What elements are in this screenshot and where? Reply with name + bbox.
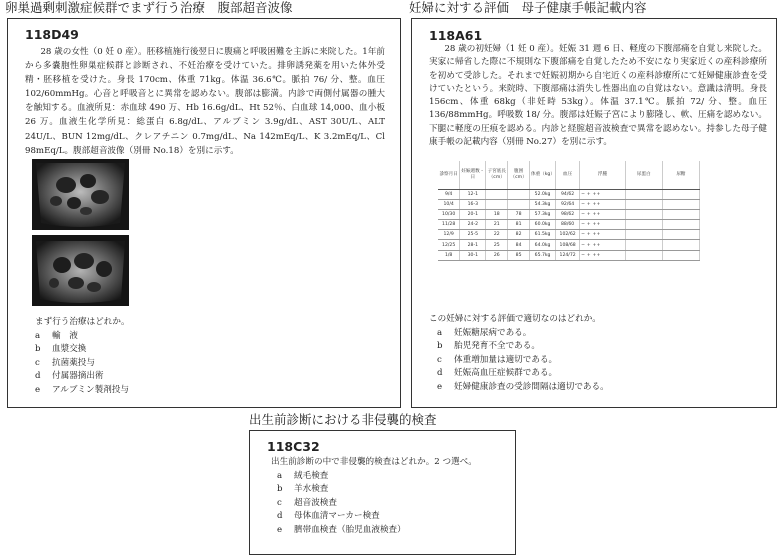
option-a[interactable] [277,470,406,483]
record-cell: 64.0kg [529,240,555,250]
option-letter: a [35,331,41,341]
header-cell: 腹囲（cm） [508,161,530,189]
record-cell: 26 [486,250,508,260]
record-header-row [438,161,700,189]
option-letter: d [35,371,41,382]
record-cell: 10/4 [438,199,460,209]
record-cell [508,199,530,209]
option-text: 輸 液 [52,331,78,341]
option-letter: e [35,384,41,395]
question-id: 118D49 [25,27,79,42]
record-cell: 21 [486,220,508,230]
question-prompt: この妊婦に対する評価で適切なのはどれか。 [429,314,601,324]
ultrasound-image-1 [32,159,129,230]
record-cell [625,240,662,250]
record-cell: − + ++ [580,230,626,240]
option-letter: b [437,341,443,352]
header-cell: 体重（kg） [529,161,555,189]
record-cell: 85 [508,250,530,260]
record-cell: 28-1 [460,240,486,250]
record-cell [662,230,699,240]
question-prompt: まず行う治療はどれか。 [35,317,130,327]
record-cell: 12-1 [460,189,486,199]
option-text: 付属器摘出術 [52,371,104,382]
record-cell: 124/72 [556,250,580,260]
record-cell [625,209,662,219]
maternal-record-table [438,161,700,261]
section-title-q3: 出生前診断における非侵襲的検査 [249,412,437,427]
option-text: 超音波検査 [294,497,337,508]
record-cell: − + ++ [580,250,626,260]
option-text: アルブミン製剤投与 [52,384,130,395]
record-cell: 18 [486,209,508,219]
option-text: 羊水検査 [294,484,329,495]
option-d[interactable] [437,367,609,380]
header-cell: 尿蛋白 [625,161,662,189]
option-text: 抗菌薬投与 [52,357,95,368]
question-stem: 28 歳の初妊婦（1 妊 0 産）。妊娠 31 週 6 日、軽度の下腹部痛を自覚し来院した。実家に帰省した際に不規則な下腹部痛を自覚したため不安になり実家近くの産科診療所を初めて受診した。それまで妊娠初期から自宅近くの産科診療所にて妊婦健康診査を受けていたという。来院時、下腹部痛は消失し性器出血の自覚はない。意識は清明。身長 156cm、体重 68kg（非妊時 53kg）。体温 37.1℃。脈拍 72/ 分、整。血圧 136/88mmHg。呼吸数 18/ 分。腹部は妊娠子宮により膨隆し、軟、圧痛を認めない。下腿に軽度の圧痕を認める。内診と経腟超音波検査で異常を認めない。持参した母子健康手帳の記載内容（別冊 No.27）を別に示す。 [429,44,767,148]
answer-options [437,327,609,394]
record-cell [662,220,699,230]
record-cell: 78 [508,209,530,219]
record-cell: 98/62 [556,209,580,219]
record-cell [625,199,662,209]
record-cell: 22 [486,230,508,240]
record-cell: − + ++ [580,240,626,250]
option-b[interactable] [35,343,129,356]
record-cell [486,189,508,199]
question-card-118C32 [249,430,516,555]
record-cell: 88/60 [556,220,580,230]
header-cell: 診察月日 [438,161,460,189]
option-a[interactable] [35,330,129,343]
record-cell [662,209,699,219]
question-id: 118C32 [267,439,320,454]
answer-options [35,330,129,397]
record-cell: 16-3 [460,199,486,209]
option-e[interactable] [437,381,609,394]
record-cell: 108/68 [556,240,580,250]
option-letter: d [437,368,443,379]
record-cell: 81 [508,220,530,230]
record-cell: 54.3kg [529,199,555,209]
record-cell: 30-1 [460,250,486,260]
option-text: 妊娠高血圧症候群である。 [454,368,558,379]
option-letter: c [35,357,40,368]
record-cell: 84 [508,240,530,250]
record-row [438,220,700,230]
option-letter: b [277,484,283,495]
header-cell: 血圧 [556,161,580,189]
record-cell: 11/28 [438,220,460,230]
question-id: 118A61 [429,28,483,43]
header-cell: 妊娠週数・日 [460,161,486,189]
record-cell: 25 [486,240,508,250]
option-text: 妊婦健康診査の受診間隔は適切である。 [454,381,609,392]
record-cell: 61.5kg [529,230,555,240]
option-letter: e [277,524,283,535]
option-text: 体重増加量は適切である。 [454,354,558,365]
option-letter: c [437,354,442,365]
option-letter: a [437,328,443,338]
record-cell: − + ++ [580,189,626,199]
record-cell: 65.7kg [529,250,555,260]
record-cell [625,189,662,199]
option-letter: b [35,344,41,355]
record-cell [486,199,508,209]
record-cell: 92/64 [556,199,580,209]
record-cell: 102/62 [556,230,580,240]
record-cell: 10/30 [438,209,460,219]
option-a[interactable] [437,327,609,340]
option-text: 臍帯血検査（胎児血液検査） [294,524,406,535]
question-card-118D49 [7,18,401,408]
record-cell: 9/4 [438,189,460,199]
record-row [438,209,700,219]
option-text: 血漿交換 [52,344,87,355]
option-text: 母体血清マーカー検査 [294,511,380,522]
record-cell: 60.0kg [529,220,555,230]
header-cell: 尿糖 [662,161,699,189]
record-cell: − + ++ [580,220,626,230]
record-cell: 1/8 [438,250,460,260]
record-row [438,230,700,240]
option-c[interactable] [35,357,129,370]
record-cell [662,240,699,250]
record-cell: − + ++ [580,199,626,209]
option-text: 絨毛検査 [294,471,329,481]
option-letter: d [277,511,283,522]
record-cell: 52.0kg [529,189,555,199]
record-cell [662,250,699,260]
option-text: 胎児発育不全である。 [454,341,540,352]
option-e[interactable] [35,384,129,397]
section-title-q1: 卵巣過剰刺激症候群でまず行う治療 腹部超音波像 [5,0,293,15]
record-row [438,189,700,199]
record-cell: 94/62 [556,189,580,199]
record-cell: 20-1 [460,209,486,219]
option-d[interactable] [277,510,406,523]
record-cell [662,189,699,199]
header-cell: 子宮底長（cm） [486,161,508,189]
option-b[interactable] [277,483,406,496]
record-cell [625,230,662,240]
record-cell: 12/9 [438,230,460,240]
answer-options [277,470,406,537]
record-cell [508,189,530,199]
record-cell: − + ++ [580,209,626,219]
question-stem: 出生前診断の中で非侵襲的検査はどれか。2 つ選べ。 [271,457,477,467]
record-cell: 82 [508,230,530,240]
option-b[interactable] [437,340,609,353]
option-letter: a [277,471,283,481]
record-cell: 24-2 [460,220,486,230]
option-c[interactable] [277,497,406,510]
option-text: 妊娠糖尿病である。 [454,328,532,338]
header-cell: 浮腫 [580,161,626,189]
option-e[interactable] [277,524,406,537]
record-cell [625,220,662,230]
record-row [438,199,700,209]
record-row [438,250,700,260]
option-letter: e [437,381,443,392]
record-cell [662,199,699,209]
question-stem: 28 歳の女性（0 妊 0 産）。胚移植施行後翌日に腹痛と呼吸困難を主訴に来院した。1年前から多嚢胞性卵巣症候群と診断され、不妊治療を受けていた。排卵誘発薬を用いた体外受精・胚移植を受けた。身長 170cm、体重 71kg。体温 36.6℃。脈拍 76/ 分、整。血圧 102/60mmHg。心音と呼吸音とに異常を認めない。腹部は膨満。内診で両側付属器の腫大を触知する。血液所見：赤血球 490 万、Hb 16.6g/dL、Ht 52％、白血球 14,000、血小板 26 万。血液生化学所見：総蛋白 6.8g/dL、アルブミン 3.9g/dL、AST 30U/L、ALT 24U/L、BUN 12mg/dL、クレアチニン 0.7mg/dL、Na 142mEq/L、K 3.2mEq/L、Cl 98mEq/L。腹部超音波像（別冊 No.18）を別に示す。 [25,47,385,156]
option-letter: c [277,497,282,508]
record-cell: 12/25 [438,240,460,250]
record-row [438,240,700,250]
ultrasound-image-2 [32,235,129,306]
question-card-118A61 [411,18,777,408]
section-title-q2: 妊婦に対する評価 母子健康手帳記載内容 [409,0,647,15]
option-c[interactable] [437,354,609,367]
record-cell [625,250,662,260]
record-cell: 57.3kg [529,209,555,219]
option-d[interactable] [35,370,129,383]
record-cell: 25-5 [460,230,486,240]
